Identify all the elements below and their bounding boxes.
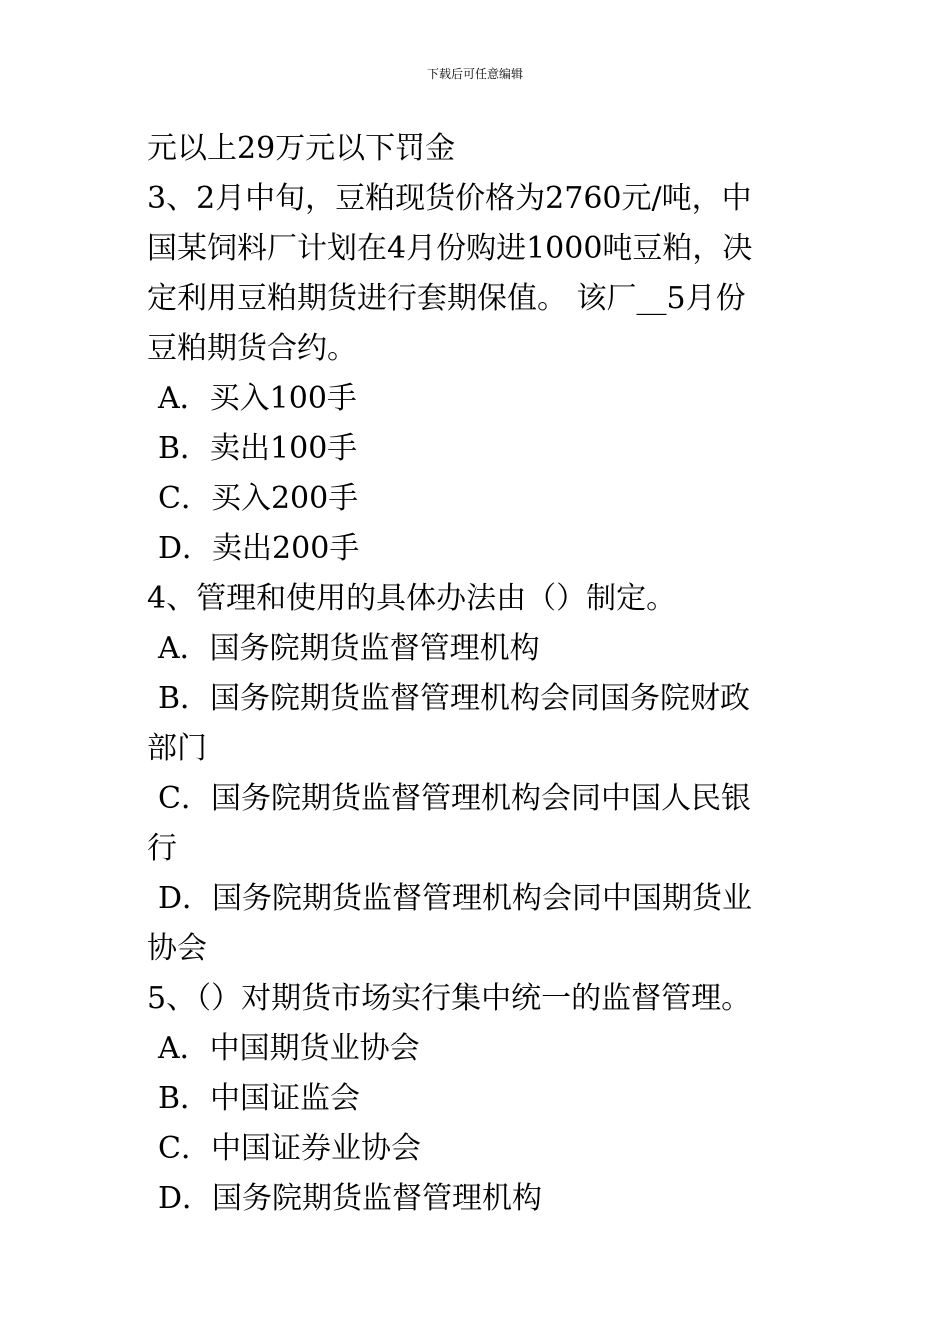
option-d: D．国务院期货监督管理机构会同中国期货业 (158, 881, 753, 916)
option-d: D．卖出200手 (158, 531, 360, 566)
page-header: 下载后可任意编辑 (426, 67, 523, 81)
text-line: 国某饲料厂计划在4月份购进1000吨豆粕，决 (147, 231, 753, 266)
question-4-line: 4、管理和使用的具体办法由（）制定。 (147, 581, 677, 616)
text-line: 定利用豆粕期货进行套期保值。 该厂__5月份 (147, 281, 746, 316)
text-line: 部门 (147, 731, 207, 766)
option-d: D．国务院期货监督管理机构 (158, 1181, 543, 1216)
option-a: A．中国期货业协会 (158, 1031, 420, 1066)
document-body (147, 124, 809, 1224)
option-c: C．买入200手 (158, 481, 359, 516)
question-3-line: 3、2月中旬，豆粕现货价格为2760元/吨，中 (147, 181, 752, 216)
option-c: C．中国证券业协会 (158, 1131, 421, 1166)
option-b: B．中国证监会 (158, 1081, 361, 1116)
option-c: C．国务院期货监督管理机构会同中国人民银 (158, 781, 751, 816)
option-b: B．国务院期货监督管理机构会同国务院财政 (158, 681, 751, 716)
text-line: 豆粕期货合约。 (147, 331, 357, 366)
text-line: 元以上29万元以下罚金 (147, 131, 456, 166)
option-a: A．买入100手 (158, 381, 357, 416)
option-b: B．卖出100手 (158, 431, 358, 466)
question-5-line: 5、（）对期货市场实行集中统一的监督管理。 (147, 981, 752, 1016)
option-a: A．国务院期货监督管理机构 (158, 631, 540, 666)
text-line: 协会 (147, 931, 207, 966)
text-line: 行 (147, 831, 177, 866)
